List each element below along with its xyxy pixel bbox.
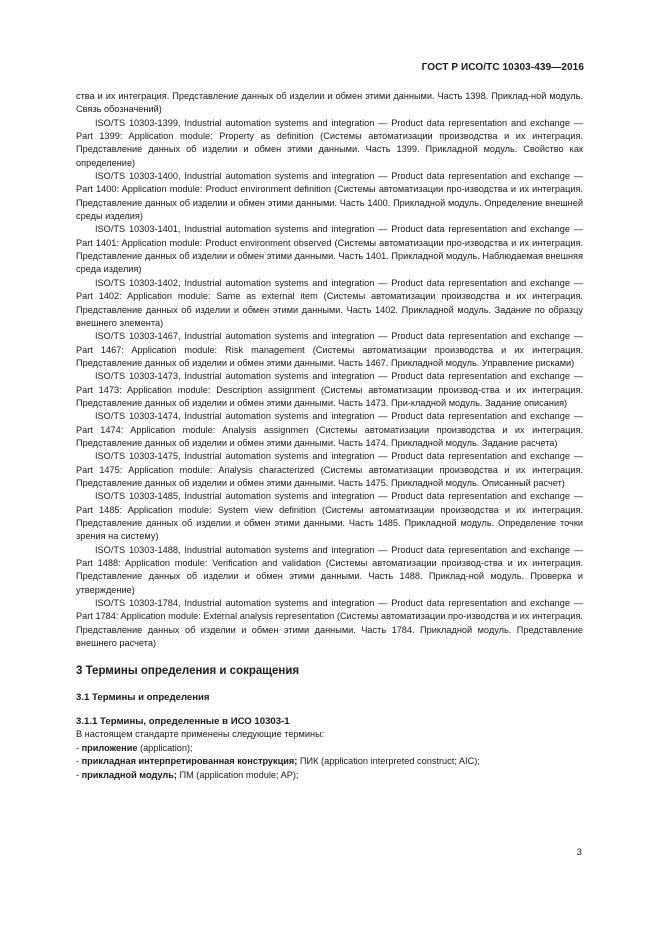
reference-item xyxy=(76,330,583,370)
reference-code: ISO/TS 10303-1401, xyxy=(95,224,181,235)
reference-code: ISO/TS 10303-1399, xyxy=(95,117,181,128)
running-header-doc-id: ГОСТ Р ИСО/ТС 10303-439—2016 xyxy=(421,62,584,73)
term-abbreviation: ПИК (application interpreted construct; AIC); xyxy=(297,756,480,767)
term-abbreviation: ПМ (application module; AP); xyxy=(176,769,299,780)
reference-code: ISO/TS 10303-1485, xyxy=(95,491,181,502)
term-item xyxy=(76,742,583,755)
reference-code: ISO/TS 10303-1473, xyxy=(95,371,181,382)
reference-item xyxy=(76,450,583,490)
terms-intro-text: В настоящем стандарте применены следующие термины: xyxy=(76,729,325,740)
reference-item xyxy=(76,544,583,597)
normative-references-list xyxy=(76,117,583,651)
term-name: прикладная интерпретированная конструкция; xyxy=(81,756,298,767)
subsection-3-1-title: 3.1 Термины и определения xyxy=(76,691,210,703)
term-name: прикладной модуль; xyxy=(81,769,177,780)
body-text xyxy=(76,90,583,782)
reference-item xyxy=(76,370,583,410)
reference-title: Industrial automation systems and integration — Product data representation and exchange — Part 1488: Application module: Verification and validation (Системы автоматизации производ-ства и их интеграция. Представление данных об изделии и обмен этими данными. Часть 1488. Приклад-ной модуль. Проверка и утверждение) xyxy=(76,544,583,595)
term-item xyxy=(76,769,583,782)
reference-title: Industrial automation systems and integration — Product data representation and exchange — Part 1399: Application module: Property as definition (Системы автоматизации производства и их интеграция. Представление данных об изделии и обмен этими данными. Часть 1399. Прикладной модуль. Свойство как определение) xyxy=(76,117,583,168)
reference-title: Industrial automation systems and integration — Product data representation and exchange — Part 1400: Application module: Product environment definition (Системы автоматизации про-изводства и их интеграция. Представление данных об изделии и обмен этими данными. Часть 1400. Прикладной модуль. Определение внешней среды изделия) xyxy=(76,171,583,222)
reference-title: Industrial automation systems and integration — Product data representation and exchange — Part 1485: Application module: System view definition (Системы автоматизации производства и их интеграция. Представление данных об изделии и обмен этими данными. Часть 1485. Прикладной модуль. Определение точки зрения на систему) xyxy=(76,491,583,542)
term-name: приложение xyxy=(81,742,138,753)
reference-title: Industrial automation systems and integration — Product data representation and exchange — Part 1402: Application module: Same as external item (Системы автоматизации производства и их интеграция. Представление данных об изделии и обмен этими данными. Часть 1402. Прикладной модуль. Задание по образцу внешнего элемента) xyxy=(76,277,583,328)
reference-code: ISO/TS 10303-1402, xyxy=(95,277,181,288)
reference-item xyxy=(76,277,583,330)
section-3-title: 3 Термины определения и сокращения xyxy=(76,665,300,678)
term-bullet: - xyxy=(76,769,82,780)
reference-code: ISO/TS 10303-1488, xyxy=(95,544,181,555)
page-number: 3 xyxy=(576,847,582,858)
reference-title: Industrial automation systems and integration — Product data representation and exchange — Part 1475: Application module: Analysis characterized (Системы автоматизации производства и их интеграция. Представление данных об изделии и обмен этими данными. Часть 1475. Прикладной модуль. Описанный расчет) xyxy=(76,451,583,488)
continued-reference-text: ства и их интеграция. Представление данных об изделии и обмен этими данными. Часть 1398. Приклад-ной модуль. Связь обозначений) xyxy=(76,91,583,115)
reference-title: Industrial automation systems and integration — Product data representation and exchange — Part 1473: Application module: Description assignment (Системы автоматизации производ-ства и их интеграция. Представление данных об изделии и обмен этими данными. Часть 1473. При-кладной модуль. Задание описания) xyxy=(76,371,583,408)
reference-code: ISO/TS 10303-1467, xyxy=(95,331,181,342)
reference-code: ISO/TS 10303-1784, xyxy=(95,598,181,609)
reference-title: Industrial automation systems and integration — Product data representation and exchange — Part 1474: Application module: Analysis assignmen (Системы автоматизации производства и их интеграция. Представление данных об изделии и обмен этими данными. Часть 1474. Прикладной модуль. Задание расчета) xyxy=(76,411,583,448)
reference-code: ISO/TS 10303-1400, xyxy=(95,171,181,182)
reference-title: Industrial automation systems and integration — Product data representation and exchange — Part 1401: Application module: Product environment observed (Системы автоматизации про-изводства и их интеграция. Представление данных об изделии и обмен этими данными. Часть 1401. Прикладной модуль. Наблюдаемая внешняя среда изделия) xyxy=(76,224,583,275)
reference-code: ISO/TS 10303-1474, xyxy=(95,411,181,422)
reference-code: ISO/TS 10303-1475, xyxy=(95,451,181,462)
reference-item xyxy=(76,223,583,276)
term-abbreviation: (application); xyxy=(137,742,193,753)
term-bullet: - xyxy=(76,742,82,753)
reference-item xyxy=(76,410,583,450)
terms-list xyxy=(76,742,583,782)
reference-item xyxy=(76,490,583,543)
subsection-3-1-1-title: 3.1.1 Термины, определенные в ИСО 10303-1 xyxy=(76,716,290,728)
reference-item xyxy=(76,117,583,170)
reference-item xyxy=(76,170,583,223)
term-bullet: - xyxy=(76,756,82,767)
reference-item xyxy=(76,597,583,650)
reference-title: Industrial automation systems and integration — Product data representation and exchange — Part 1784: Application module: External analysis representation (Системы автоматизации про-изводства и их интеграция. Представление данных об изделии и обмен этими данными. Часть 1784. Прикладной модуль. Представление внешнего расчета) xyxy=(76,598,583,649)
term-item xyxy=(76,755,583,768)
reference-title: Industrial automation systems and integration — Product data representation and exchange — Part 1467: Application module: Risk management (Системы автоматизации производства и их интеграция. Представление данных об изделии и обмен этими данными. Часть 1467. Прикладной модуль. Управление рисками) xyxy=(76,331,583,368)
